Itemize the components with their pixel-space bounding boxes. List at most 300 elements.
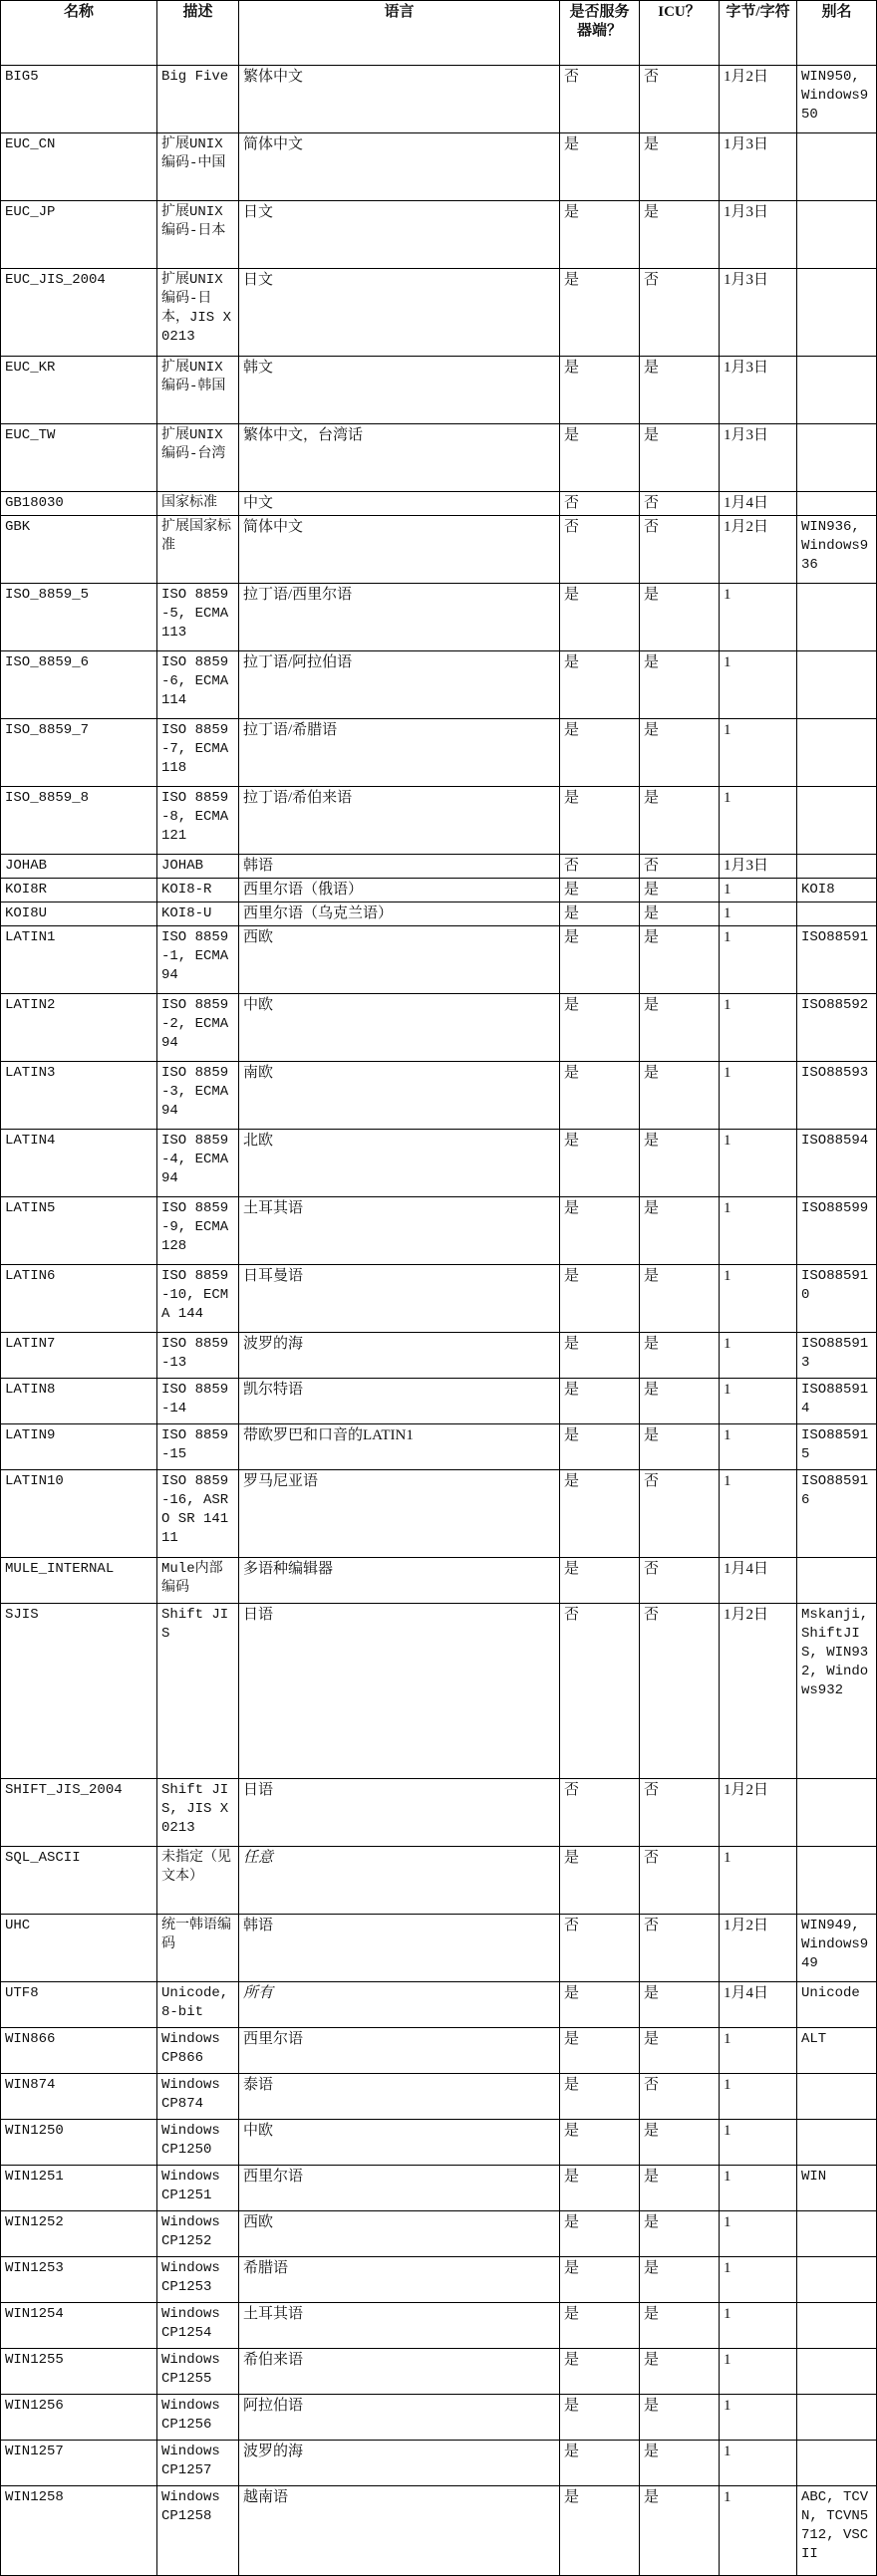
cell-bytes-per-char: 1	[720, 2211, 797, 2257]
cell-aliases	[797, 1847, 877, 1915]
cell-icu: 否	[640, 1847, 720, 1915]
table-row	[1, 2211, 877, 2257]
cell-name: KOI8U	[1, 902, 157, 926]
cell-bytes-per-char: 1	[720, 2303, 797, 2349]
cell-server-side: 是	[560, 269, 640, 357]
cell-name: LATIN8	[1, 1379, 157, 1424]
cell-server-side: 否	[560, 492, 640, 516]
cell-language: 日语	[239, 1604, 560, 1779]
cell-description: ISO 8859-4, ECMA 94	[157, 1130, 239, 1197]
table-row	[1, 2395, 877, 2441]
cell-aliases: ABC, TCVN, TCVN5712, VSCII	[797, 2486, 877, 2576]
cell-name: WIN874	[1, 2074, 157, 2120]
table-row	[1, 902, 877, 926]
cell-bytes-per-char: 1	[720, 2486, 797, 2576]
cell-server-side: 是	[560, 357, 640, 424]
cell-description: Unicode, 8-bit	[157, 1982, 239, 2028]
cell-description: 扩展UNIX编码-韩国	[157, 357, 239, 424]
cell-server-side: 是	[560, 994, 640, 1062]
table-row	[1, 2349, 877, 2395]
cell-name: WIN1252	[1, 2211, 157, 2257]
cell-name: SHIFT_JIS_2004	[1, 1779, 157, 1847]
cell-description: KOI8-R	[157, 879, 239, 902]
cell-server-side: 是	[560, 2349, 640, 2395]
header-icu: ICU？	[640, 1, 720, 66]
cell-server-side: 是	[560, 1470, 640, 1558]
cell-icu: 是	[640, 994, 720, 1062]
cell-bytes-per-char: 1月3日	[720, 424, 797, 492]
cell-language: 所有	[239, 1982, 560, 2028]
cell-icu: 是	[640, 787, 720, 855]
table-row	[1, 1265, 877, 1333]
cell-language: 日文	[239, 201, 560, 269]
cell-aliases: ISO88592	[797, 994, 877, 1062]
cell-description: ISO 8859-2, ECMA 94	[157, 994, 239, 1062]
cell-name: EUC_TW	[1, 424, 157, 492]
table-row	[1, 994, 877, 1062]
cell-server-side: 是	[560, 1424, 640, 1470]
cell-language: 阿拉伯语	[239, 2395, 560, 2441]
cell-server-side: 是	[560, 2486, 640, 2576]
cell-name: EUC_KR	[1, 357, 157, 424]
cell-name: BIG5	[1, 66, 157, 133]
cell-language: 日耳曼语	[239, 1265, 560, 1333]
cell-description: ISO 8859-5, ECMA 113	[157, 584, 239, 651]
cell-bytes-per-char: 1	[720, 2028, 797, 2074]
cell-icu: 否	[640, 2074, 720, 2120]
cell-name: WIN1254	[1, 2303, 157, 2349]
cell-description: Mule内部编码	[157, 1558, 239, 1604]
cell-description: ISO 8859-16, ASRO SR 14111	[157, 1470, 239, 1558]
cell-aliases	[797, 133, 877, 201]
cell-language: 拉丁语/阿拉伯语	[239, 651, 560, 719]
cell-language: 日语	[239, 1779, 560, 1847]
cell-name: ISO_8859_8	[1, 787, 157, 855]
cell-description: ISO 8859-15	[157, 1424, 239, 1470]
cell-icu: 是	[640, 879, 720, 902]
cell-language: 西里尔语（俄语）	[239, 879, 560, 902]
cell-name: LATIN7	[1, 1333, 157, 1379]
cell-aliases	[797, 1779, 877, 1847]
cell-bytes-per-char: 1	[720, 1265, 797, 1333]
table-row	[1, 269, 877, 357]
table-row	[1, 2166, 877, 2211]
cell-name: ISO_8859_6	[1, 651, 157, 719]
cell-icu: 是	[640, 1982, 720, 2028]
cell-icu: 否	[640, 1779, 720, 1847]
cell-icu: 是	[640, 2441, 720, 2486]
cell-icu: 是	[640, 1379, 720, 1424]
cell-name: WIN1257	[1, 2441, 157, 2486]
table-row	[1, 1779, 877, 1847]
cell-bytes-per-char: 1月4日	[720, 1982, 797, 2028]
cell-server-side: 是	[560, 1130, 640, 1197]
cell-bytes-per-char: 1月3日	[720, 269, 797, 357]
cell-aliases	[797, 2257, 877, 2303]
cell-aliases	[797, 902, 877, 926]
cell-server-side: 是	[560, 879, 640, 902]
cell-server-side: 否	[560, 66, 640, 133]
cell-server-side: 否	[560, 855, 640, 879]
cell-name: EUC_CN	[1, 133, 157, 201]
cell-language: 希腊语	[239, 2257, 560, 2303]
cell-language: 希伯来语	[239, 2349, 560, 2395]
cell-language: 拉丁语/西里尔语	[239, 584, 560, 651]
cell-bytes-per-char: 1月3日	[720, 855, 797, 879]
cell-language: 拉丁语/希伯来语	[239, 787, 560, 855]
table-row	[1, 926, 877, 994]
cell-icu: 是	[640, 1130, 720, 1197]
cell-description: ISO 8859-7, ECMA 118	[157, 719, 239, 787]
table-row	[1, 2120, 877, 2166]
cell-server-side: 是	[560, 1847, 640, 1915]
cell-language: 西欧	[239, 926, 560, 994]
cell-name: UHC	[1, 1915, 157, 1982]
cell-server-side: 是	[560, 926, 640, 994]
cell-language: 北欧	[239, 1130, 560, 1197]
cell-icu: 是	[640, 2486, 720, 2576]
cell-description: Windows CP1258	[157, 2486, 239, 2576]
header-bytes-per-char: 字节/字符	[720, 1, 797, 66]
cell-bytes-per-char: 1	[720, 2349, 797, 2395]
cell-bytes-per-char: 1月2日	[720, 1779, 797, 1847]
cell-aliases	[797, 2349, 877, 2395]
table-row	[1, 1379, 877, 1424]
cell-language: 繁体中文，台湾话	[239, 424, 560, 492]
cell-bytes-per-char: 1	[720, 1333, 797, 1379]
cell-server-side: 是	[560, 719, 640, 787]
cell-aliases: ISO88593	[797, 1062, 877, 1130]
cell-bytes-per-char: 1月2日	[720, 516, 797, 584]
cell-server-side: 是	[560, 2211, 640, 2257]
cell-icu: 是	[640, 1424, 720, 1470]
cell-description: ISO 8859-8, ECMA 121	[157, 787, 239, 855]
cell-server-side: 是	[560, 2303, 640, 2349]
cell-description: Big Five	[157, 66, 239, 133]
cell-name: LATIN4	[1, 1130, 157, 1197]
cell-server-side: 是	[560, 424, 640, 492]
cell-name: WIN1251	[1, 2166, 157, 2211]
cell-description: Windows CP1257	[157, 2441, 239, 2486]
table-row	[1, 651, 877, 719]
cell-name: SQL_ASCII	[1, 1847, 157, 1915]
cell-description: 未指定（见文本）	[157, 1847, 239, 1915]
cell-name: KOI8R	[1, 879, 157, 902]
cell-bytes-per-char: 1	[720, 2166, 797, 2211]
cell-server-side: 是	[560, 2441, 640, 2486]
cell-icu: 否	[640, 492, 720, 516]
cell-bytes-per-char: 1	[720, 1197, 797, 1265]
cell-bytes-per-char: 1	[720, 719, 797, 787]
cell-aliases: WIN949, Windows949	[797, 1915, 877, 1982]
cell-language: 西欧	[239, 2211, 560, 2257]
cell-icu: 是	[640, 2349, 720, 2395]
cell-server-side: 是	[560, 2166, 640, 2211]
cell-bytes-per-char: 1	[720, 2257, 797, 2303]
cell-description: ISO 8859-10, ECMA 144	[157, 1265, 239, 1333]
cell-icu: 是	[640, 1062, 720, 1130]
table-row	[1, 719, 877, 787]
cell-bytes-per-char: 1	[720, 1379, 797, 1424]
cell-server-side: 是	[560, 201, 640, 269]
cell-aliases	[797, 855, 877, 879]
cell-name: WIN1255	[1, 2349, 157, 2395]
cell-icu: 是	[640, 2211, 720, 2257]
cell-name: EUC_JP	[1, 201, 157, 269]
table-row	[1, 2028, 877, 2074]
cell-name: LATIN9	[1, 1424, 157, 1470]
cell-icu: 是	[640, 2120, 720, 2166]
cell-bytes-per-char: 1	[720, 1847, 797, 1915]
cell-server-side: 是	[560, 133, 640, 201]
cell-name: LATIN6	[1, 1265, 157, 1333]
cell-bytes-per-char: 1	[720, 2395, 797, 2441]
cell-server-side: 是	[560, 1333, 640, 1379]
table-row	[1, 1604, 877, 1779]
table-row	[1, 133, 877, 201]
cell-description: Windows CP1253	[157, 2257, 239, 2303]
cell-language: 南欧	[239, 1062, 560, 1130]
cell-aliases	[797, 2074, 877, 2120]
cell-name: LATIN2	[1, 994, 157, 1062]
cell-server-side: 是	[560, 1982, 640, 2028]
cell-bytes-per-char: 1	[720, 994, 797, 1062]
cell-language: 韩语	[239, 1915, 560, 1982]
cell-aliases: WIN936, Windows936	[797, 516, 877, 584]
cell-server-side: 是	[560, 902, 640, 926]
table-row	[1, 1982, 877, 2028]
cell-icu: 是	[640, 1197, 720, 1265]
cell-description: Windows CP1250	[157, 2120, 239, 2166]
cell-server-side: 是	[560, 2395, 640, 2441]
cell-icu: 否	[640, 516, 720, 584]
cell-aliases	[797, 2211, 877, 2257]
cell-language: 中欧	[239, 994, 560, 1062]
cell-icu: 否	[640, 1558, 720, 1604]
cell-description: ISO 8859-3, ECMA 94	[157, 1062, 239, 1130]
cell-language: 多语种编辑器	[239, 1558, 560, 1604]
cell-aliases: KOI8	[797, 879, 877, 902]
cell-icu: 是	[640, 2303, 720, 2349]
cell-bytes-per-char: 1	[720, 584, 797, 651]
cell-description: 扩展UNIX编码-台湾	[157, 424, 239, 492]
cell-server-side: 是	[560, 1062, 640, 1130]
cell-icu: 否	[640, 66, 720, 133]
table-row	[1, 424, 877, 492]
table-row	[1, 201, 877, 269]
cell-bytes-per-char: 1	[720, 2074, 797, 2120]
cell-aliases: WIN	[797, 2166, 877, 2211]
cell-aliases	[797, 2303, 877, 2349]
table-row	[1, 879, 877, 902]
cell-description: Shift JIS, JIS X 0213	[157, 1779, 239, 1847]
cell-description: Windows CP874	[157, 2074, 239, 2120]
cell-name: LATIN3	[1, 1062, 157, 1130]
cell-aliases: ISO88599	[797, 1197, 877, 1265]
cell-language: 波罗的海	[239, 1333, 560, 1379]
cell-bytes-per-char: 1	[720, 1062, 797, 1130]
cell-server-side: 否	[560, 1604, 640, 1779]
cell-bytes-per-char: 1月3日	[720, 357, 797, 424]
table-row	[1, 2486, 877, 2576]
cell-language: 中欧	[239, 2120, 560, 2166]
cell-language: 西里尔语	[239, 2028, 560, 2074]
table-row	[1, 2441, 877, 2486]
cell-aliases	[797, 787, 877, 855]
cell-icu: 是	[640, 201, 720, 269]
table-row	[1, 855, 877, 879]
table-row	[1, 2074, 877, 2120]
table-row	[1, 66, 877, 133]
cell-server-side: 否	[560, 516, 640, 584]
cell-icu: 是	[640, 2166, 720, 2211]
cell-bytes-per-char: 1月2日	[720, 1604, 797, 1779]
table-row	[1, 2257, 877, 2303]
cell-language: 繁体中文	[239, 66, 560, 133]
cell-aliases: ALT	[797, 2028, 877, 2074]
cell-icu: 是	[640, 2028, 720, 2074]
cell-description: Windows CP866	[157, 2028, 239, 2074]
cell-server-side: 是	[560, 1265, 640, 1333]
cell-name: LATIN10	[1, 1470, 157, 1558]
cell-icu: 是	[640, 1333, 720, 1379]
cell-description: Shift JIS	[157, 1604, 239, 1779]
cell-bytes-per-char: 1月4日	[720, 1558, 797, 1604]
cell-icu: 否	[640, 855, 720, 879]
cell-description: Windows CP1255	[157, 2349, 239, 2395]
table-row	[1, 492, 877, 516]
cell-aliases	[797, 719, 877, 787]
cell-server-side: 是	[560, 584, 640, 651]
cell-name: ISO_8859_5	[1, 584, 157, 651]
cell-bytes-per-char: 1	[720, 926, 797, 994]
cell-name: EUC_JIS_2004	[1, 269, 157, 357]
table-row	[1, 1470, 877, 1558]
cell-language: 泰语	[239, 2074, 560, 2120]
cell-server-side: 是	[560, 2074, 640, 2120]
cell-icu: 否	[640, 269, 720, 357]
cell-aliases: ISO885914	[797, 1379, 877, 1424]
cell-name: MULE_INTERNAL	[1, 1558, 157, 1604]
table-row	[1, 787, 877, 855]
cell-name: WIN866	[1, 2028, 157, 2074]
cell-description: Windows CP1254	[157, 2303, 239, 2349]
cell-description: 扩展UNIX编码-日本，JIS X 0213	[157, 269, 239, 357]
table-row	[1, 516, 877, 584]
table-row	[1, 2303, 877, 2349]
cell-aliases: ISO88591	[797, 926, 877, 994]
cell-language: 土耳其语	[239, 2303, 560, 2349]
cell-description: 扩展UNIX编码-日本	[157, 201, 239, 269]
cell-description: ISO 8859-9, ECMA 128	[157, 1197, 239, 1265]
cell-name: WIN1250	[1, 2120, 157, 2166]
cell-aliases	[797, 2395, 877, 2441]
cell-description: Windows CP1256	[157, 2395, 239, 2441]
cell-language: 韩文	[239, 357, 560, 424]
cell-language: 土耳其语	[239, 1197, 560, 1265]
table-header-row	[1, 1, 877, 66]
cell-aliases	[797, 2441, 877, 2486]
cell-bytes-per-char: 1	[720, 651, 797, 719]
cell-aliases: ISO88594	[797, 1130, 877, 1197]
cell-server-side: 是	[560, 2120, 640, 2166]
cell-name: JOHAB	[1, 855, 157, 879]
cell-name: ISO_8859_7	[1, 719, 157, 787]
cell-name: GB18030	[1, 492, 157, 516]
cell-bytes-per-char: 1月2日	[720, 66, 797, 133]
cell-aliases: WIN950, Windows950	[797, 66, 877, 133]
cell-icu: 是	[640, 584, 720, 651]
cell-bytes-per-char: 1	[720, 787, 797, 855]
cell-language: 带欧罗巴和口音的LATIN1	[239, 1424, 560, 1470]
cell-server-side: 是	[560, 1558, 640, 1604]
cell-bytes-per-char: 1	[720, 1424, 797, 1470]
table-row	[1, 1424, 877, 1470]
cell-description: KOI8-U	[157, 902, 239, 926]
cell-language: 简体中文	[239, 133, 560, 201]
cell-server-side: 是	[560, 1197, 640, 1265]
cell-icu: 否	[640, 1604, 720, 1779]
cell-description: 国家标准	[157, 492, 239, 516]
cell-icu: 是	[640, 1265, 720, 1333]
cell-aliases	[797, 357, 877, 424]
cell-server-side: 是	[560, 2257, 640, 2303]
cell-icu: 是	[640, 926, 720, 994]
cell-language: 凯尔特语	[239, 1379, 560, 1424]
table-row	[1, 1333, 877, 1379]
cell-aliases	[797, 584, 877, 651]
header-server-side: 是否服务器端？	[560, 1, 640, 66]
cell-server-side: 否	[560, 1779, 640, 1847]
cell-description: Windows CP1252	[157, 2211, 239, 2257]
cell-name: WIN1256	[1, 2395, 157, 2441]
cell-description: JOHAB	[157, 855, 239, 879]
cell-server-side: 是	[560, 651, 640, 719]
cell-description: 扩展UNIX编码-中国	[157, 133, 239, 201]
cell-aliases	[797, 1558, 877, 1604]
table-row	[1, 1197, 877, 1265]
table-row	[1, 584, 877, 651]
cell-icu: 是	[640, 902, 720, 926]
cell-aliases: ISO885916	[797, 1470, 877, 1558]
cell-language: 西里尔语（乌克兰语）	[239, 902, 560, 926]
cell-server-side: 是	[560, 2028, 640, 2074]
cell-icu: 是	[640, 357, 720, 424]
cell-icu: 是	[640, 2257, 720, 2303]
cell-bytes-per-char: 1月3日	[720, 133, 797, 201]
cell-description: ISO 8859-1, ECMA 94	[157, 926, 239, 994]
cell-name: LATIN1	[1, 926, 157, 994]
table-row	[1, 1847, 877, 1915]
cell-description: Windows CP1251	[157, 2166, 239, 2211]
cell-bytes-per-char: 1	[720, 2120, 797, 2166]
cell-icu: 否	[640, 1470, 720, 1558]
cell-icu: 否	[640, 1915, 720, 1982]
cell-name: LATIN5	[1, 1197, 157, 1265]
cell-name: WIN1258	[1, 2486, 157, 2576]
table-row	[1, 357, 877, 424]
table-row	[1, 1062, 877, 1130]
cell-name: SJIS	[1, 1604, 157, 1779]
table-row	[1, 1558, 877, 1604]
cell-language: 波罗的海	[239, 2441, 560, 2486]
cell-description: ISO 8859-14	[157, 1379, 239, 1424]
cell-description: 扩展国家标准	[157, 516, 239, 584]
cell-aliases	[797, 201, 877, 269]
cell-aliases	[797, 492, 877, 516]
cell-server-side: 是	[560, 787, 640, 855]
cell-bytes-per-char: 1	[720, 2441, 797, 2486]
